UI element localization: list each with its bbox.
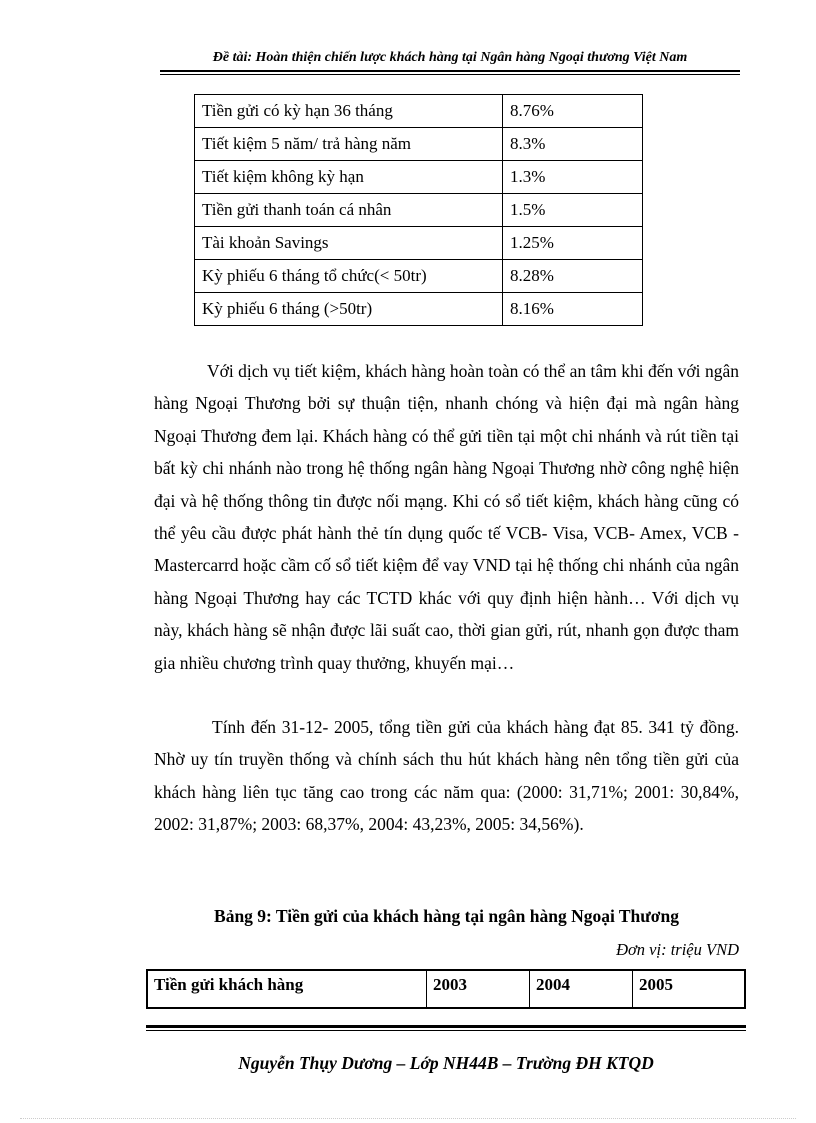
header-cell-2004: 2004 — [530, 970, 633, 1008]
rate-cell: 1.25% — [503, 227, 643, 260]
header-cell-deposits: Tiền gửi khách hàng — [147, 970, 427, 1008]
unit-label: Đơn vị: triệu VND — [616, 940, 739, 959]
rate-cell: 8.16% — [503, 293, 643, 326]
product-cell: Kỳ phiếu 6 tháng (>50tr) — [195, 293, 503, 326]
header-cell-2005: 2005 — [633, 970, 746, 1008]
product-cell: Tài khoản Savings — [195, 227, 503, 260]
page-footer: Nguyễn Thụy Dương – Lớp NH44B – Trường ĐH KTQD — [238, 1053, 654, 1073]
rate-cell: 8.3% — [503, 128, 643, 161]
table-row — [195, 227, 643, 260]
header-divider — [160, 70, 740, 75]
savings-service-paragraph: Với dịch vụ tiết kiệm, khách hàng hoàn toàn có thể an tâm khi đến với ngân hàng Ngoại Thương bởi sự thuận tiện, nhanh chóng và hiện đại mà ngân hàng Ngoại Thương đem lại. Khách hàng có thể gửi tiền tại một chi nhánh và rút tiền tại bất kỳ chi nhánh nào trong hệ thống ngân hàng Ngoại Thương nhờ công nghệ hiện đại và hệ thống thông tin được nối mạng. Khi có sổ tiết kiệm, khách hàng cũng có thể yêu cầu được phát hành thẻ tín dụng quốc tế VCB- Visa, VCB- Amex, VCB - Mastercarrd hoặc cầm cố sổ tiết kiệm để vay VND tại hệ thống chi nhánh của ngân hàng Ngoại Thương hay các TCTD khác với quy định hiện hành… Với dịch vụ này, khách hàng sẽ nhận được lãi suất cao, thời gian gửi, rút, nhanh gọn được tham gia nhiều chương trình quay thưởng, khuyến mại… — [154, 361, 739, 673]
product-cell: Tiết kiệm không kỳ hạn — [195, 161, 503, 194]
table-caption: Bảng 9: Tiền gửi của khách hàng tại ngân hàng Ngoại Thương — [214, 906, 679, 926]
rate-cell: 8.28% — [503, 260, 643, 293]
footer-divider — [146, 1025, 746, 1031]
table-row — [195, 194, 643, 227]
rate-cell: 1.5% — [503, 194, 643, 227]
page-bottom-edge — [20, 1118, 796, 1119]
table-row — [195, 293, 643, 326]
rate-cell: 8.76% — [503, 95, 643, 128]
product-cell: Tiền gửi có kỳ hạn 36 tháng — [195, 95, 503, 128]
rate-cell: 1.3% — [503, 161, 643, 194]
table-header-row — [147, 970, 745, 1008]
interest-rate-table — [194, 94, 643, 326]
table-row — [195, 95, 643, 128]
table-row — [195, 260, 643, 293]
table-row — [195, 161, 643, 194]
product-cell: Tiết kiệm 5 năm/ trả hàng năm — [195, 128, 503, 161]
deposit-growth-paragraph: Tính đến 31-12- 2005, tổng tiền gửi của khách hàng đạt 85. 341 tỷ đồng. Nhờ uy tín truyền thống và chính sách thu hút khách hàng nên tổng tiền gửi của khách hàng liên tục tăng cao trong các năm qua: (2000: 31,71%; 2001: 30,84%, 2002: 31,87%; 2003: 68,37%, 2004: 43,23%, 2005: 34,56%). — [154, 717, 739, 835]
header-cell-2003: 2003 — [427, 970, 530, 1008]
page-header-title: Đề tài: Hoàn thiện chiến lược khách hàng tại Ngân hàng Ngoại thương Việt Nam — [212, 50, 688, 65]
table-row — [195, 128, 643, 161]
product-cell: Kỳ phiếu 6 tháng tổ chức(< 50tr) — [195, 260, 503, 293]
product-cell: Tiền gửi thanh toán cá nhân — [195, 194, 503, 227]
customer-deposit-table — [146, 969, 746, 1009]
